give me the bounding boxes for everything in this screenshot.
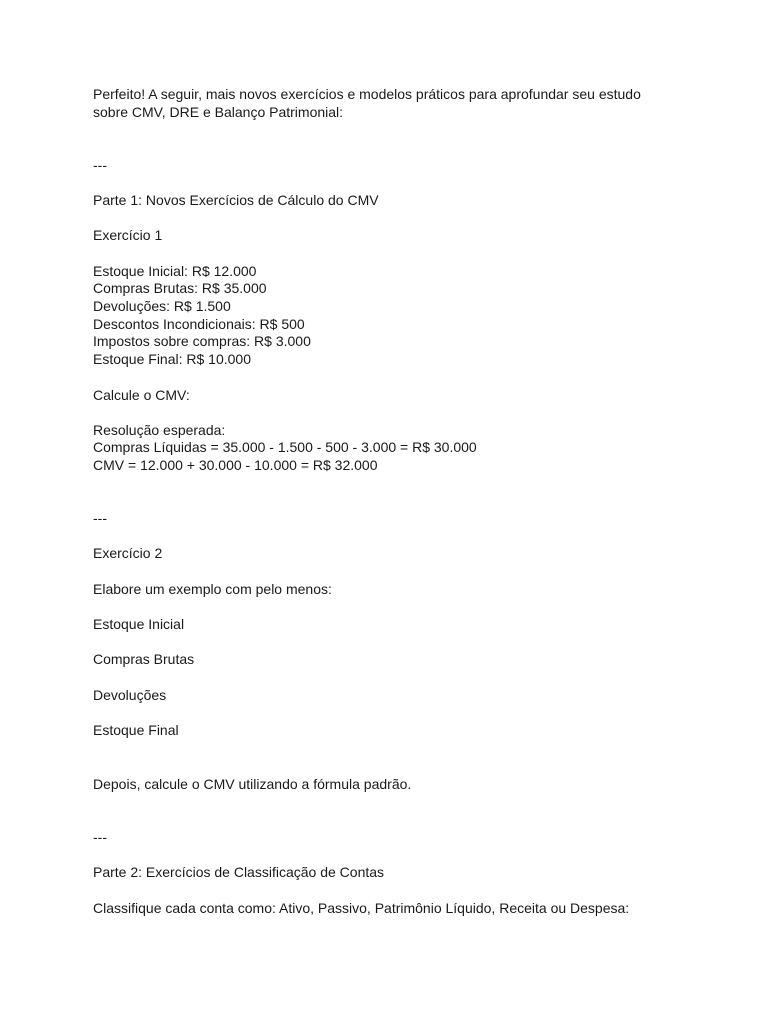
section-separator: --- bbox=[93, 829, 107, 845]
exercise2-item: Estoque Final bbox=[93, 722, 179, 738]
resolution-line: CMV = 12.000 + 30.000 - 10.000 = R$ 32.000 bbox=[93, 457, 378, 473]
exercise2-item: Compras Brutas bbox=[93, 651, 195, 667]
intro-line-1: Perfeito! A seguir, mais novos exercícios e modelos práticos para aprofundar seu estudo bbox=[93, 86, 641, 102]
exercise1-item: Devoluções: R$ 1.500 bbox=[93, 298, 231, 314]
exercise2-heading: Exercício 2 bbox=[93, 545, 163, 561]
exercise1-heading: Exercício 1 bbox=[93, 227, 163, 243]
exercise1-item: Compras Brutas: R$ 35.000 bbox=[93, 280, 267, 296]
resolution-heading: Resolução esperada: bbox=[93, 422, 226, 438]
exercise2-closing: Depois, calcule o CMV utilizando a fórmula padrão. bbox=[93, 776, 412, 792]
section-separator: --- bbox=[93, 510, 107, 526]
section-separator: --- bbox=[93, 157, 107, 173]
exercise2-item: Devoluções bbox=[93, 687, 167, 703]
exercise1-item: Estoque Final: R$ 10.000 bbox=[93, 351, 251, 367]
exercise1-item: Impostos sobre compras: R$ 3.000 bbox=[93, 333, 311, 349]
part2-heading: Parte 2: Exercícios de Classificação de Contas bbox=[93, 864, 385, 880]
intro-line-2: sobre CMV, DRE e Balanço Patrimonial: bbox=[93, 104, 344, 120]
part2-instruction: Classifique cada conta como: Ativo, Passivo, Patrimônio Líquido, Receita ou Despesa: bbox=[93, 900, 630, 916]
part1-heading: Parte 1: Novos Exercícios de Cálculo do CMV bbox=[93, 192, 379, 208]
resolution-line: Compras Líquidas = 35.000 - 1.500 - 500 - 3.000 = R$ 30.000 bbox=[93, 439, 477, 455]
exercise1-item: Descontos Incondicionais: R$ 500 bbox=[93, 316, 305, 332]
exercise1-item: Estoque Inicial: R$ 12.000 bbox=[93, 263, 257, 279]
exercise2-prompt: Elabore um exemplo com pelo menos: bbox=[93, 581, 332, 597]
exercise1-prompt: Calcule o CMV: bbox=[93, 387, 190, 403]
exercise2-item: Estoque Inicial bbox=[93, 616, 185, 632]
